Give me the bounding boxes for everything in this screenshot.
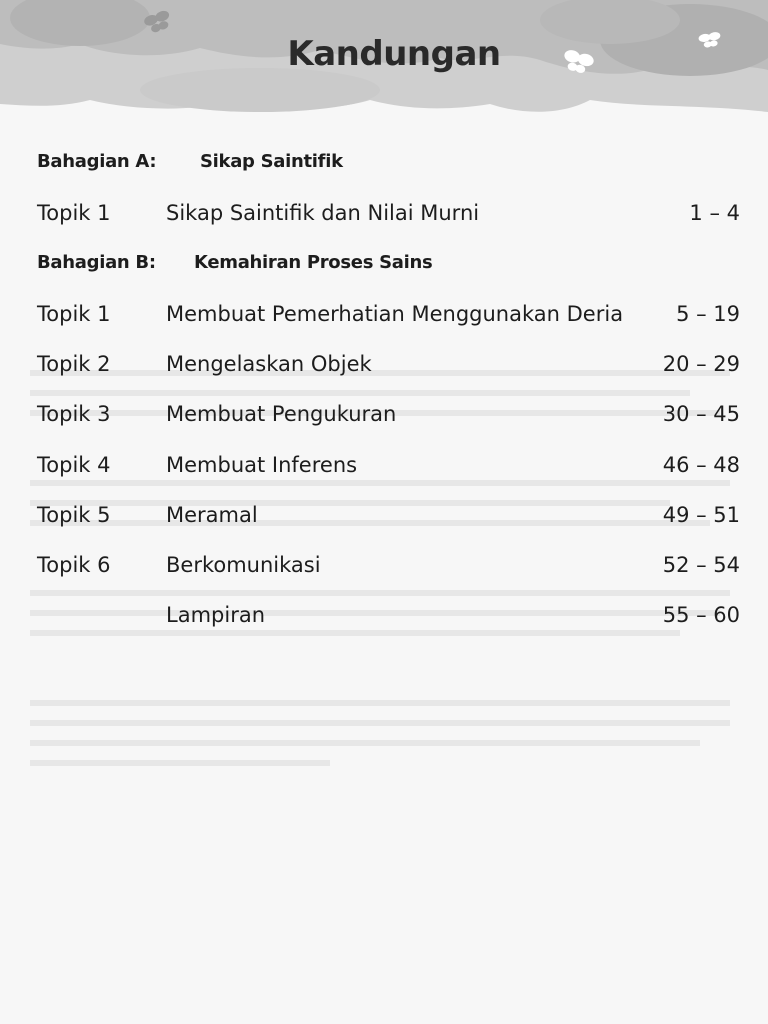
toc-entry[interactable]: [0, 448, 768, 482]
topic-label: Topik 4: [37, 453, 111, 477]
page-range: 5 – 19: [676, 302, 740, 326]
toc-entry[interactable]: [0, 297, 768, 331]
topic-label: Topik 1: [37, 201, 111, 225]
topic-label: Topik 3: [37, 402, 111, 426]
topic-title: Meramal: [166, 503, 258, 527]
page-range: 20 – 29: [662, 352, 740, 376]
page-range: 55 – 60: [662, 603, 740, 627]
topic-title: Membuat Inferens: [166, 453, 358, 477]
toc-entry[interactable]: [0, 548, 768, 582]
section-label: Bahagian A:: [37, 151, 157, 172]
page-range: 46 – 48: [662, 453, 740, 477]
topic-label: Topik 5: [37, 503, 111, 527]
section-heading: [0, 246, 768, 280]
toc-entry[interactable]: [0, 498, 768, 532]
toc-entry[interactable]: [0, 397, 768, 431]
page-range: 49 – 51: [662, 503, 740, 527]
topic-title: Lampiran: [166, 603, 266, 627]
topic-title: Membuat Pemerhatian Menggunakan Deria: [166, 302, 624, 326]
topic-title: Sikap Saintifik dan Nilai Murni: [166, 201, 480, 225]
topic-title: Membuat Pengukuran: [166, 402, 397, 426]
section-title: Sikap Saintifik: [200, 151, 343, 172]
toc-entry[interactable]: [0, 347, 768, 381]
topic-title: Berkomunikasi: [166, 553, 321, 577]
page-range: 52 – 54: [662, 553, 740, 577]
topic-label: Topik 6: [37, 553, 111, 577]
toc-entry[interactable]: [0, 598, 768, 632]
page-title: Kandungan: [287, 34, 501, 74]
section-title: Kemahiran Proses Sains: [194, 252, 433, 273]
page-range: 1 – 4: [689, 201, 740, 225]
topic-title: Mengelaskan Objek: [166, 352, 372, 376]
page-range: 30 – 45: [662, 402, 740, 426]
section-heading: [0, 145, 768, 179]
topic-label: Topik 1: [37, 302, 111, 326]
section-label: Bahagian B:: [37, 252, 156, 273]
topic-label: Topik 2: [37, 352, 111, 376]
toc-entry[interactable]: [0, 196, 768, 230]
